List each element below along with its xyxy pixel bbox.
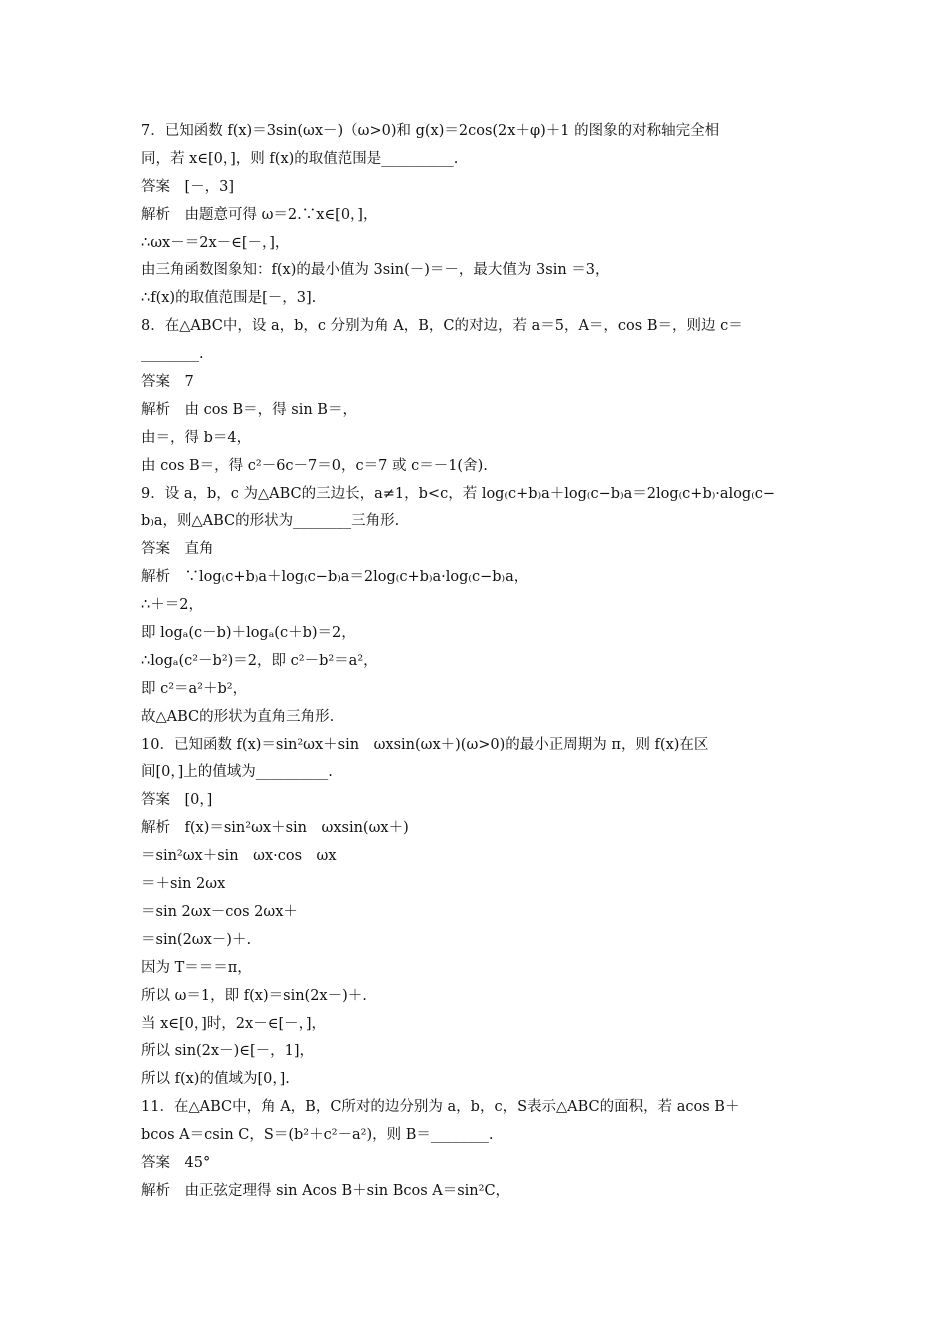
text-line: 因为 T＝＝＝π，: [141, 959, 252, 976]
document-body: [141, 118, 821, 1206]
text-line: 解析 由题意可得 ω＝2.∵x∈[0，]，: [141, 206, 378, 223]
text-line: 由＝，得 b＝4，: [141, 429, 252, 446]
text-line: 解析 由正弦定理得 sin Acos B＋sin Bcos A＝sin²C，: [141, 1182, 511, 1199]
text-line: ________.: [141, 346, 204, 363]
text-line: 同，若 x∈[0，]，则 f(x)的取值范围是__________.: [141, 150, 459, 167]
text-line: 当 x∈[0，]时，2x－∈[－，]，: [141, 1015, 327, 1032]
text-line: ＝sin²ωx＋sin ωx·cos ωx: [141, 848, 337, 865]
text-line: 解析 f(x)＝sin²ωx＋sin ωxsin(ωx＋): [141, 820, 409, 837]
text-line: 所以 sin(2x－)∈[－，1]，: [141, 1043, 315, 1060]
text-line: 答案 [0，]: [141, 792, 213, 809]
text-line: ∴logₐ(c²－b²)＝2，即 c²－b²＝a²，: [141, 652, 378, 669]
text-line: ∴f(x)的取值范围是[－，3].: [141, 290, 317, 307]
text-line: 由三角函数图象知：f(x)的最小值为 3sin(－)＝－，最大值为 3sin ＝3，: [141, 262, 610, 279]
text-line: 答案 直角: [141, 541, 214, 558]
text-line: b₎a，则△ABC的形状为________三角形.: [141, 513, 400, 530]
text-line: 10．已知函数 f(x)＝sin²ωx＋sin ωxsin(ωx＋)(ω>0)的最小正周期为 π，则 f(x)在区: [141, 736, 709, 753]
text-line: 8．在△ABC中，设 a，b，c 分别为角 A，B，C的对边，若 a＝5，A＝，cos B＝，则边 c＝: [141, 318, 743, 335]
text-line: 答案 [－，3]: [141, 178, 235, 195]
text-line: 由 cos B＝，得 c²－6c－7＝0，c＝7 或 c＝－1(舍).: [141, 457, 488, 474]
text-line: ∴ωx－＝2x－∈[－，]，: [141, 234, 290, 251]
text-line: 7．已知函数 f(x)＝3sin(ωx－)（ω>0)和 g(x)＝2cos(2x＋φ)＋1 的图象的对称轴完全相: [141, 123, 720, 139]
text-line: bcos A＝csin C，S＝(b²＋c²－a²)，则 B＝________.: [141, 1127, 494, 1144]
text-line: 11．在△ABC中，角 A，B，C所对的边分别为 a，b，c，S表示△ABC的面积，若 acos B＋: [141, 1099, 740, 1116]
text-line: 答案 45°: [141, 1154, 211, 1171]
text-line: 解析 由 cos B＝，得 sin B＝，: [141, 401, 357, 418]
text-line: 即 c²＝a²＋b²，: [141, 680, 248, 697]
text-line: 故△ABC的形状为直角三角形.: [141, 708, 335, 725]
text-line: ＝＋sin 2ωx: [141, 876, 226, 893]
text-line: 解析 ∵log₍c+b₎a＋log₍c−b₎a＝2log₍c+b₎a·log₍c−b₎a，: [141, 569, 529, 586]
text-line: ＝sin 2ωx－cos 2ωx＋: [141, 903, 298, 920]
text-line: 所以 f(x)的值域为[0，].: [141, 1071, 290, 1088]
text-line: ∴＋＝2，: [141, 597, 203, 614]
text-line: 答案 7: [141, 374, 194, 391]
text-line: 所以 ω＝1，即 f(x)＝sin(2x－)＋.: [141, 987, 367, 1004]
text-line: 间[0，]上的值域为__________.: [141, 764, 333, 781]
text-line: 9．设 a，b，c 为△ABC的三边长，a≠1，b<c，若 log₍c+b₎a＋log₍c−b₎a＝2log₍c+b₎·alog₍c−: [141, 485, 776, 502]
text-line: ＝sin(2ωx－)＋.: [141, 931, 252, 948]
text-line: 即 logₐ(c－b)＋logₐ(c＋b)＝2，: [141, 625, 356, 642]
